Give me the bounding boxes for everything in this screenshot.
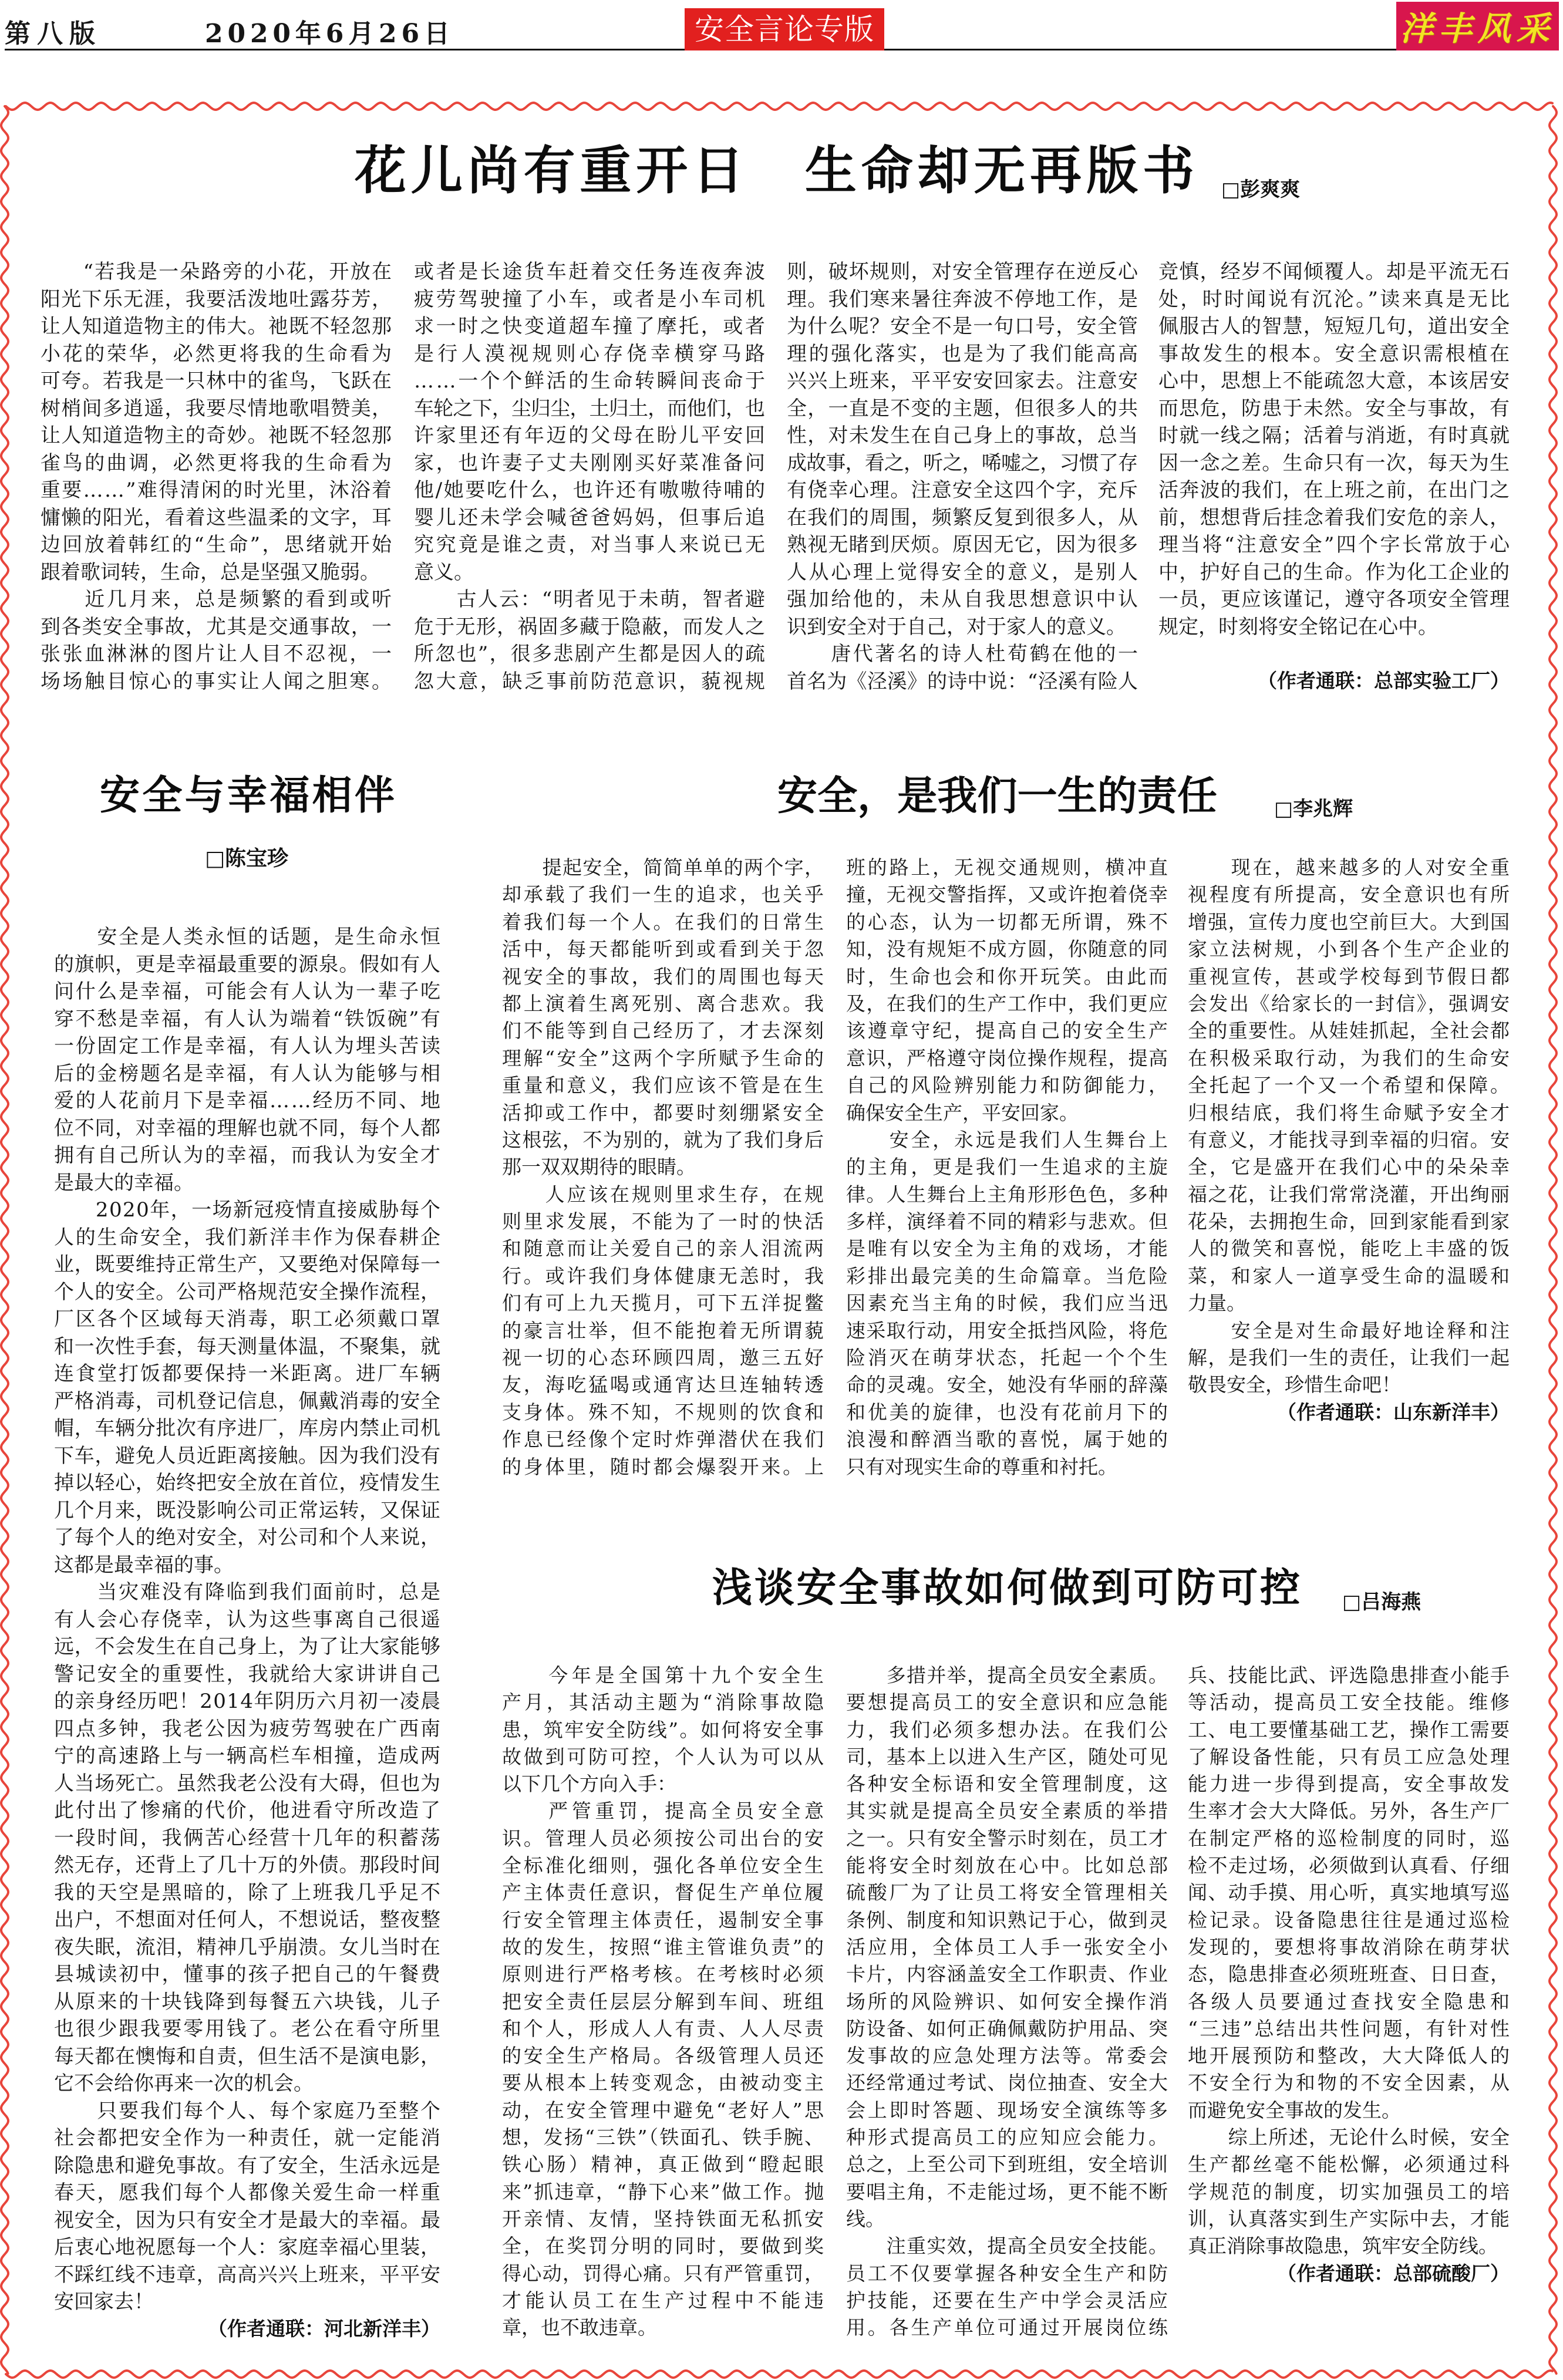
text-line: 福之花，让我们常常浇灌，开出绚丽 — [1188, 1182, 1511, 1206]
text-line: 2020年，一场新冠疫情直接威胁每个 — [54, 1198, 442, 1222]
text-column — [1188, 854, 1510, 1399]
text-line: 家，也许妻子丈夫刚刚买好菜准备问 — [414, 451, 767, 475]
text-line: 人的微笑和喜悦，能吃上丰盛的饭 — [1188, 1237, 1512, 1260]
article-title: 安全与幸福相伴 — [100, 772, 398, 819]
text-line: 的身体里，随时都会爆裂开来。上 — [502, 1455, 826, 1478]
text-column — [787, 258, 1138, 695]
text-line: 要想提高员工的安全意识和应急能 — [846, 1691, 1170, 1714]
author-attribution: （作者通联：总部实验工厂） — [1258, 669, 1510, 692]
text-line: 视一切的心态环顾四周，邀三五好 — [502, 1346, 826, 1370]
text-line: 警记安全的重要性，我就给大家讲讲自己 — [54, 1662, 442, 1686]
text-line: 活抑或工作中，都要时刻绷紧安全 — [502, 1101, 826, 1124]
text-line: 铁心肠）精神，真正做到“瞪起眼 — [502, 2153, 827, 2176]
text-line: 严管重罚，提高全员安全意 — [502, 1799, 828, 1823]
text-line: 和个人，形成人人有责、人人尽责 — [502, 2017, 826, 2040]
text-line: 疲劳驾驶撞了小车，或者是小车司机 — [414, 287, 767, 311]
text-line: 理当将“注意安全”四个字长常放于心 — [1158, 533, 1512, 557]
text-line: 掉以轻心，始终把安全放在首位，疫情发生 — [54, 1471, 441, 1495]
text-line: 婴儿还未学会喊爸爸妈妈，但事后追 — [414, 505, 767, 530]
text-line: 危于无形，祸固多藏于隐蔽，而发人之 — [414, 615, 766, 639]
text-line: 和优美的旋律，也没有花前月下的 — [846, 1400, 1170, 1424]
text-line: 都上演着生离死别、离合悲欢。我 — [502, 992, 826, 1015]
text-line: 处，时时闻说有沉沦。”读来真是无比 — [1158, 287, 1512, 311]
text-line: 意义。 — [414, 560, 474, 584]
text-line: 此付出了惨痛的代价，他进看守所改造了 — [54, 1799, 442, 1822]
text-line: 总之，上至公司下到班组，安全培训 — [846, 2153, 1169, 2176]
text-line: 其实就是提高全员安全素质的举措 — [846, 1799, 1170, 1823]
text-line: 是最大的幸福。 — [54, 1171, 194, 1195]
text-line: 拥有自己所认为的幸福，而我认为安全才 — [54, 1144, 442, 1167]
text-line: 有意义，才能找寻到幸福的归宿。安 — [1188, 1128, 1511, 1151]
text-line: 慵懒的阳光，看着这些温柔的文字，耳 — [41, 505, 393, 530]
text-line: 律。人生舞台上主角形形色色，多种 — [846, 1182, 1169, 1206]
text-line: 让人知道造物主的奇妙。祂既不轻忽那 — [41, 424, 393, 447]
text-line: 安全是人类永恒的话题，是生命永恒 — [54, 925, 442, 949]
article-byline: □吕海燕 — [1342, 1590, 1421, 1614]
text-line: 时，生命也会和你开玩笑。由此而 — [846, 965, 1170, 988]
text-line: 让人知道造物主的伟大。祂既不轻忽那 — [41, 315, 393, 338]
text-line: 是唯有以安全为主角的戏场，才能 — [846, 1237, 1170, 1260]
text-line: 视安全的事故，我们的周围也每天 — [502, 965, 826, 988]
text-line: 只要我们每个人、每个家庭乃至整个 — [54, 2099, 442, 2123]
text-line: 我的天空是黑暗的，除了上班我几乎足不 — [54, 1880, 442, 1904]
text-line: 现在，越来越多的人对安全重 — [1188, 856, 1512, 879]
text-line: 了每个人的绝对安全，对公司和个人来说， — [54, 1526, 441, 1549]
text-column — [502, 1662, 828, 2341]
text-line: 确保安全生产，平安回家。 — [846, 1101, 1079, 1124]
text-line: 识。管理人员必须按公司出台的安 — [502, 1826, 826, 1850]
text-line: 等活动，提高员工安全技能。维修 — [1188, 1691, 1512, 1714]
text-line: 险消灭在萌芽状态，托起一个个生 — [846, 1346, 1170, 1370]
text-line: 患，筑牢安全防线”。如何将安全事 — [502, 1718, 826, 1741]
text-line: 命的灵魂。安全，她没有华丽的辞藻 — [846, 1373, 1169, 1397]
text-line: 的亲身经历吧！2014年阴历六月初一凌晨 — [54, 1690, 442, 1713]
text-line: 注重实效，提高全员安全技能。 — [846, 2234, 1169, 2258]
border-top-wave — [6, 103, 1552, 110]
text-line: 除隐患和避免事故。有了安全，生活永远是 — [54, 2153, 441, 2177]
text-line: 活中，每天都能听到或看到关于忽 — [502, 938, 826, 961]
article-byline: □陈宝珍 — [205, 847, 289, 871]
text-line: 条例、制度和知识熟记于心，做到灵 — [846, 1908, 1169, 1931]
text-line: 能将安全时刻放在心中。比如总部 — [846, 1854, 1170, 1877]
text-line: 之一。只有安全警示时刻在，员工才 — [846, 1826, 1169, 1850]
text-line: 成故事，看之，听之，唏嘘之，习惯了存 — [787, 451, 1138, 475]
text-line: 兵、技能比武、评选隐患排查小能手 — [1188, 1664, 1511, 1687]
text-line: 厂区各个区域每天消毒，职工必须戴口罩 — [54, 1307, 442, 1331]
text-line: 会上即时答题、现场安全演练等多 — [846, 2098, 1170, 2122]
author-attribution: （作者通联：总部硫酸厂） — [1277, 2262, 1510, 2285]
text-line: 意识，严格遵守岗位操作规程，提高 — [846, 1046, 1169, 1070]
text-line: 家立法树规，小到各个生产企业的 — [1188, 938, 1512, 961]
text-line: 及，在我们的生产工作中，我们更应 — [846, 992, 1169, 1015]
text-line: 产月，其活动主题为“消除事故隐 — [502, 1691, 827, 1714]
text-line: 得心动，罚得心痛。只有严管重罚， — [502, 2261, 825, 2285]
text-line: 夜失眠，流泪，精神几乎崩溃。女儿当时在 — [54, 1935, 441, 1959]
text-line: 发现的，要想将事故消除在萌芽状 — [1188, 1935, 1512, 1958]
text-line: 的安全生产格局。各级管理人员还 — [502, 2044, 826, 2068]
text-line: 因一念之差。生命只有一次，每天为生 — [1158, 451, 1511, 475]
text-line: 的心态，认为一切都无所谓，殊不 — [846, 910, 1170, 933]
text-column — [41, 258, 392, 695]
text-line: 春天，愿我们每个人都像关爱生命一样重 — [54, 2181, 442, 2204]
text-line: 不安全行为和物的不安全因素，从 — [1188, 2071, 1512, 2095]
text-line: 而避免安全事故的发生。 — [1188, 2098, 1401, 2122]
article-byline: □李兆辉 — [1274, 797, 1353, 821]
text-line: 却承载了我们一生的追求，也关乎 — [502, 883, 826, 906]
text-line: 训，认真落实到生产实际中去，才能 — [1188, 2207, 1511, 2230]
text-line: 到各类安全事故，尤其是交通事故，一 — [41, 615, 393, 639]
text-line: 忽大意，缺乏事前防范意识，藐视规 — [414, 669, 767, 693]
text-line: 知，没有规矩不成方圆，你随意的同 — [846, 938, 1169, 961]
text-line: 个人的安全。公司严格规范安全操作流程， — [54, 1280, 441, 1304]
text-line: 们有可上九天揽月，可下五洋捉鳖 — [502, 1292, 826, 1315]
text-line: 班的路上，无视交通规则，横冲直 — [846, 856, 1170, 879]
text-line: 全托起了一个又一个希望和保障。 — [1188, 1074, 1512, 1097]
text-line: 司，基本上以进入生产区，随处可见 — [846, 1745, 1169, 1768]
text-line: 护技能，还要在生产中学会灵活应 — [846, 2288, 1170, 2312]
text-line: 场所的风险辨识、如何安全操作消 — [846, 1990, 1170, 2013]
text-line: 全，在奖罚分明的同时，要做到奖 — [502, 2234, 826, 2258]
text-line: 社会都把安全作为一种责任，就一定能消 — [54, 2126, 442, 2150]
border-bottom-wave — [6, 2371, 1552, 2378]
text-line: 学规范的制度，切实加强员工的培 — [1188, 2180, 1512, 2203]
text-line: 安全是对生命最好地诠释和注 — [1188, 1319, 1512, 1342]
text-line: 花朵，去拥抱生命，回到家能看到家 — [1188, 1210, 1511, 1233]
text-line: 求一时之快变道超车撞了摩托，或者 — [414, 315, 767, 338]
text-line: 跟着歌词转，生命，总是坚强又脆弱。 — [41, 560, 380, 584]
text-column — [414, 258, 769, 695]
text-line: 是行人漠视规则心存侥幸横穿马路 — [414, 342, 769, 366]
text-line: 帽，车辆分批次有序进厂，库房内禁止司机 — [54, 1417, 441, 1440]
text-line: 近几月来，总是频繁的看到或听 — [41, 588, 394, 611]
text-line: 理。我们寒来暑往奔波不停地工作，是 — [787, 287, 1139, 311]
text-line: 也很少跟我要零用钱了。老公在看守所里 — [54, 2017, 442, 2041]
text-line: 人当场死亡。虽然我老公没有大碍，但也为 — [54, 1771, 441, 1795]
text-line: 综上所述，无论什么时候，安全 — [1188, 2126, 1511, 2149]
text-line: 然无存，还背上了几十万的外债。那段时间 — [54, 1853, 441, 1877]
text-line: 活奔波的我们，在上班之前，在出门之 — [1158, 478, 1511, 502]
text-line: ……一个个鲜活的生命转瞬间丧命于 — [414, 369, 767, 393]
text-line: 发事故的应急处理方法等。常委会 — [846, 2044, 1170, 2068]
text-line: 可夸。若我是一只林中的雀鸟，飞跃在 — [41, 369, 393, 393]
text-line: 支身体。殊不知，不规则的饮食和 — [502, 1400, 826, 1424]
text-line: 闻、动手摸、用心听，真实地填写巡 — [1188, 1881, 1511, 1904]
border-right-wave — [1549, 106, 1557, 2374]
article-title: 安全，是我们一生的责任 — [777, 773, 1218, 820]
text-line: 连食堂打饭都要保持一米距离。进厂车辆 — [54, 1362, 442, 1385]
text-line: 在制定严格的巡检制度的同时，巡 — [1188, 1826, 1512, 1850]
text-line: 章，也不敢违章。 — [502, 2316, 657, 2339]
text-line: 则里求发展，不能为了一时的快活 — [502, 1210, 826, 1233]
text-line: 种形式提高员工的应知应会能力。 — [846, 2126, 1170, 2149]
text-line: 所忽也”，很多悲剧产生都是因人的疏 — [414, 642, 767, 666]
text-column — [846, 1662, 1168, 2341]
text-line: 有人会心存侥幸，认为这些事离自己很遥 — [54, 1607, 442, 1631]
text-line: 严格消毒，司机登记信息，佩戴消毒的安全 — [54, 1389, 441, 1413]
text-column — [502, 854, 824, 1481]
text-line: 的主角，更是我们一生追求的主旋 — [846, 1155, 1170, 1179]
text-line: 重量和意义，我们应该不管是在生 — [502, 1074, 826, 1097]
text-line: 今年是全国第十九个安全生 — [502, 1664, 828, 1687]
text-line: 检不走过场，必须做到认真看、仔细 — [1188, 1854, 1511, 1877]
text-line: 还经常通过考试、岗位抽查、安全大 — [846, 2071, 1169, 2095]
text-line: 阳光下乐无涯，我要活泼地吐露芬芳， — [41, 287, 393, 311]
text-line: 有侥幸心理。注意安全这四个字，充斥 — [787, 478, 1139, 502]
text-line: 问什么是幸福，可能会有人认为一辈子吃 — [54, 980, 442, 1003]
text-line: 兴兴上班来，平平安安回家去。注意安 — [787, 369, 1139, 393]
text-line: 故的发生，按照“谁主管谁负责”的 — [502, 1935, 826, 1958]
text-line: 该遵章守纪，提高自己的安全生产 — [846, 1019, 1170, 1043]
text-line: 许家里还有年迈的父母在盼儿平安回 — [414, 424, 767, 447]
text-line: 速采取行动，用安全抵挡风险，将危 — [846, 1319, 1169, 1342]
text-line: 人的生命安全，我们新洋丰作为保春耕企 — [54, 1225, 442, 1249]
text-line: 那一双双期待的眼睛。 — [502, 1155, 696, 1179]
text-line: 一员，更应该谨记，遵守各项安全管理 — [1158, 588, 1511, 611]
text-line: 人应该在规则里求生存，在规 — [502, 1182, 826, 1206]
text-line: 业，既要维持正常生产，又要绝对保障每一 — [54, 1253, 441, 1276]
article-title: 浅谈安全事故如何做到可防可控 — [712, 1565, 1302, 1612]
text-line: 视安全，因为只有安全才是最大的幸福。最 — [54, 2208, 441, 2232]
text-line: 着我们每一个人。在我们的日常生 — [502, 910, 826, 933]
text-line: 要从根本上转变观念，由被动变主 — [502, 2071, 826, 2095]
section-badge: 安全言论专版 — [685, 8, 884, 50]
text-line: 只有对现实生命的尊重和衬托。 — [846, 1455, 1117, 1478]
text-line: 安回家去！ — [54, 2290, 154, 2314]
text-line: 场场触目惊心的事实让人闻之胆寒。 — [41, 669, 394, 693]
text-line: 中，护好自己的生命。作为化工企业的 — [1158, 560, 1511, 584]
text-line: 故做到可防可控，个人认为可以从 — [502, 1745, 826, 1768]
text-line: 几个月来，既没影响公司正常运转，又保证 — [54, 1498, 441, 1522]
text-line: 把安全责任层层分解到车间、班组 — [502, 1990, 826, 2013]
text-line: 县城读初中，懂事的孩子把自己的午餐费 — [54, 1963, 442, 1986]
text-line: 后衷心地祝愿每一个人：家庭幸福心里装， — [54, 2236, 441, 2259]
text-line: 生产都丝毫不能松懈，必须通过科 — [1188, 2153, 1512, 2176]
text-line: 规定，时刻将安全铭记在心中。 — [1158, 615, 1438, 639]
text-line: 而思危，防患于未然。安全与事故，有 — [1158, 396, 1511, 420]
text-line: 这根弦，不为别的，就为了我们身后 — [502, 1128, 825, 1151]
text-line: 识到安全对于自己，对于家人的意义。 — [787, 615, 1126, 639]
text-line: 四点多钟，我老公因为疲劳驾驶在广西南 — [54, 1717, 442, 1741]
text-line: 在积极采取行动，为我们的生命安 — [1188, 1046, 1512, 1070]
article-byline: □彭爽爽 — [1221, 178, 1301, 201]
text-line: 不踩红线不违章，高高兴兴上班来，平平安 — [54, 2263, 441, 2287]
text-line: 各级人员要通过查找安全隐患和 — [1188, 1990, 1514, 2013]
text-line: 重要……”难得清闲的时光里，沐浴着 — [41, 478, 393, 502]
text-line: 的豪言壮举，但不能抱着无所谓藐 — [502, 1319, 826, 1342]
text-column — [54, 923, 440, 2316]
text-line: 检记录。设备隐患往往是通过巡检 — [1188, 1908, 1512, 1931]
text-line: 边回放着韩红的“生命”，思绪就开始 — [41, 533, 394, 557]
text-line: 防设备、如何正确佩戴防护用品、突 — [846, 2017, 1169, 2040]
text-line: 位不同，对幸福的理解也就不同，每个人都 — [54, 1116, 441, 1140]
text-line: 事故发生的根本。安全意识需根植在 — [1158, 342, 1512, 366]
text-line: 行。或许我们身体健康无恙时，我 — [502, 1264, 826, 1287]
text-line: 全，它是盛开在我们心中的朵朵幸 — [1188, 1155, 1512, 1179]
text-line: 彩排出最完美的生命篇章。当危险 — [846, 1264, 1170, 1287]
text-line: 下车，避免人员近距离接触。因为我们没有 — [54, 1444, 441, 1468]
text-line: 行安全管理主体责任，遏制安全事 — [502, 1908, 826, 1931]
text-line: 各种安全标语和安全管理制度，这 — [846, 1772, 1170, 1796]
text-line: 作息已经像个定时炸弹潜伏在我们 — [502, 1428, 826, 1451]
text-column — [1158, 258, 1510, 640]
text-line: 卡片，内容涵盖安全工作职责、作业 — [846, 1963, 1169, 1986]
text-line: 则，破坏规则，对安全管理存在逆反心 — [787, 260, 1139, 284]
text-line: 时就一线之隔；活着与消逝，有时真就 — [1158, 424, 1511, 447]
text-line: 雀鸟的曲调，必然更将我的生命看为 — [41, 451, 394, 475]
text-line: 工、电工要懂基础工艺，操作工需要 — [1188, 1718, 1511, 1741]
text-line: 来”抓违章，“静下心来”做工作。抛 — [502, 2180, 826, 2203]
text-line: 每天都在懊悔和自责，但生活不是演电影， — [54, 2044, 441, 2068]
text-line: 穿不愁是幸福，有人认为端着“铁饭碗”有 — [54, 1007, 442, 1031]
text-column — [846, 854, 1168, 1481]
text-line: 产主体责任意识，督促生产单位履 — [502, 1881, 826, 1904]
text-line: 树梢间多逍遥，我要尽情地歌唱赞美， — [41, 396, 393, 420]
text-line: 视程度有所提高，安全意识也有所 — [1188, 883, 1512, 906]
text-line: 员工不仅要掌握各种安全生产和防 — [846, 2261, 1170, 2285]
text-line: 态，隐患排查必须班班查、日日查， — [1188, 1963, 1511, 1986]
text-line: 和一次性手套，每天测量体温，不聚集，就 — [54, 1334, 441, 1358]
text-line: 强加给他的，未从自我思想意识中认 — [787, 588, 1140, 611]
text-line: 或者是长途货车赶着交任务连夜奔波 — [414, 260, 767, 284]
text-line: 线。 — [846, 2207, 885, 2230]
text-line: 们不能等到自己经历了，才去深刻 — [502, 1019, 826, 1043]
text-line: 全，一直是不变的主题，但很多人的共 — [787, 396, 1139, 420]
text-line: 张张血淋淋的图片让人目不忍视，一 — [41, 642, 394, 666]
text-line: 理解“安全”这两个字所赋予生命的 — [502, 1046, 826, 1070]
text-line: 提起安全，简简单单的两个字， — [502, 856, 825, 879]
text-line: 唐代著名的诗人杜荀鹤在他的一 — [787, 642, 1140, 666]
issue-date: 2020年6月26日 — [205, 19, 454, 49]
text-line: 安全，永远是我们人生舞台上 — [846, 1128, 1170, 1151]
text-line: 出户，不想面对任何人，不想说话，整夜整 — [54, 1908, 441, 1931]
text-line: 的旗帜，更是幸福最重要的源泉。假如有人 — [54, 952, 441, 976]
text-line: 浪漫和醉酒当歌的喜悦，属于她的 — [846, 1428, 1170, 1451]
text-line: 佩服古人的智慧，短短几句，道出安全 — [1158, 315, 1511, 338]
text-line: “若我是一朵路旁的小花，开放在 — [41, 260, 393, 284]
text-line: 原则进行严格考核。在考核时必须 — [502, 1963, 826, 1986]
author-attribution: （作者通联：山东新洋丰） — [1277, 1401, 1510, 1424]
text-line: 了解设备性能，只有员工应急处理 — [1188, 1745, 1512, 1768]
logo-text: 洋丰风采 — [1400, 9, 1555, 48]
text-line: 才能认员工在生产过程中不能违 — [502, 2288, 828, 2312]
text-line: 后的金榜题名是幸福，有人认为能够与相 — [54, 1061, 442, 1086]
text-line: 归根结底，我们将生命赋予安全才 — [1188, 1101, 1512, 1124]
text-line: 自己的风险辨别能力和防御能力， — [846, 1074, 1170, 1097]
text-line: 究究竟是谁之责，对当事人来说已无 — [414, 533, 767, 557]
text-line: 全标准化细则，强化各单位安全生 — [502, 1854, 826, 1877]
text-line: 竞慎，经岁不闻倾覆人。却是平流无石 — [1158, 260, 1511, 284]
text-line: 地开展预防和整改，大大降低人的 — [1188, 2044, 1512, 2068]
text-line: 开亲情、友情，坚持铁面无私抓安 — [502, 2207, 826, 2230]
text-line: 当灾难没有降临到我们面前时，总是 — [54, 1580, 442, 1604]
text-line: 宁的高速路上与一辆高栏车相撞，造成两 — [54, 1744, 442, 1768]
text-line: 一份固定工作是幸福，有人认为埋头苦读 — [54, 1034, 442, 1058]
text-line: 重视宣传，甚或学校每到节假日都 — [1188, 965, 1512, 988]
text-line: 解，是我们一生的责任，让我们一起 — [1188, 1346, 1511, 1370]
text-line: 能力进一步得到提高，安全事故发 — [1188, 1772, 1512, 1796]
text-line: 全的重要性。从娃娃抓起，全社会都 — [1188, 1019, 1511, 1043]
text-line: 他/她要吃什么，也许还有嗷嗷待哺的 — [414, 478, 767, 502]
text-line: 车轮之下，尘归尘，土归土，而他们，也 — [414, 396, 765, 420]
text-line: 远，不会发生在自己身上，为了让大家能够 — [54, 1635, 441, 1658]
text-line: 小花的荣华，必然更将我的生命看为 — [41, 342, 394, 366]
edition-label: 第八版 — [5, 19, 102, 49]
text-line: 前，想想背后挂念着我们安危的亲人， — [1158, 505, 1511, 530]
text-line: 因素充当主角的时候，我们应当迅 — [846, 1292, 1170, 1315]
text-line: 一段时间，我俩苦心经营十几年的积蓄荡 — [54, 1826, 442, 1850]
text-line: 友，海吃猛喝或通宵达旦连轴转透 — [502, 1373, 826, 1397]
text-line: 古人云：“明者见于未萌，智者避 — [414, 588, 767, 611]
text-line: 多样，演绎着不同的精彩与悲欢。但 — [846, 1210, 1169, 1233]
text-line: 增强，宣传力度也空前巨大。大到国 — [1188, 910, 1511, 933]
border-left-wave — [1, 106, 8, 2374]
text-line: 它不会给你再来一次的机会。 — [54, 2072, 314, 2095]
article-title: 花儿尚有重开日 生命却无再版书 — [355, 140, 1199, 201]
text-line: 爱的人花前月下是幸福……经历不同、地 — [54, 1089, 442, 1113]
text-line: 多措并举，提高全员安全素质。 — [846, 1664, 1169, 1687]
text-line: 这都是最幸福的事。 — [54, 1553, 234, 1577]
text-line: 想，发扬“三铁”（铁面孔、铁手腕、 — [502, 2126, 826, 2149]
text-line: 力，我们必须多想办法。在我们公 — [846, 1718, 1170, 1741]
text-line: 力量。 — [1188, 1292, 1246, 1315]
text-line: 要唱主角，不走能过场，更不能不断 — [846, 2180, 1169, 2203]
text-line: 会发出《给家长的一封信》，强调安 — [1188, 992, 1511, 1015]
text-line: 从原来的十块钱降到每餐五六块钱，儿子 — [54, 1990, 442, 2014]
text-line: 心中，思想上不能疏忽大意，本该居安 — [1158, 369, 1511, 393]
text-line: 撞，无视交警指挥，又或许抱着侥幸 — [846, 883, 1169, 906]
text-line: 人从心理上觉得安全的意义，是别人 — [787, 560, 1140, 584]
text-line: 菜，和家人一道享受生命的温暖和 — [1188, 1264, 1512, 1287]
text-column — [1188, 1662, 1514, 2260]
text-line: 真正消除事故隐患，筑牢安全防线。 — [1188, 2234, 1498, 2258]
text-line: 和随意而让关爱自己的亲人泪流两 — [502, 1237, 826, 1260]
text-line: 在我们的周围，频繁反复到很多人，从 — [787, 505, 1139, 530]
text-line: 熟视无睹到厌烦。原因无它，因为很多 — [787, 533, 1139, 557]
text-line: 敬畏安全，珍惜生命吧！ — [1188, 1373, 1401, 1397]
text-line: 为什么呢？安全不是一句口号，安全管 — [787, 315, 1139, 338]
text-line: 性，对未发生在自己身上的事故，总当 — [787, 424, 1139, 447]
author-attribution: （作者通联：河北新洋丰） — [208, 2317, 440, 2340]
text-line: 活应用，全体员工人手一张安全小 — [846, 1935, 1170, 1958]
text-line: 动，在安全管理中避免“老好人”思 — [502, 2098, 826, 2122]
text-line: 硫酸厂为了让员工将安全管理相关 — [846, 1881, 1170, 1904]
text-line: “三违”总结出共性问题，有针对性 — [1188, 2017, 1512, 2040]
text-line: 首名为《泾溪》的诗中说：“泾溪有险人 — [787, 669, 1138, 693]
text-line: 用。各生产单位可通过开展岗位练 — [846, 2316, 1170, 2339]
text-line: 生率才会大大降低。另外，各生产厂 — [1188, 1799, 1511, 1823]
masthead-logo — [1396, 2, 1559, 50]
text-line: 理的强化落实，也是为了我们能高高 — [787, 342, 1140, 366]
text-line: 以下几个方向入手： — [502, 1772, 676, 1796]
